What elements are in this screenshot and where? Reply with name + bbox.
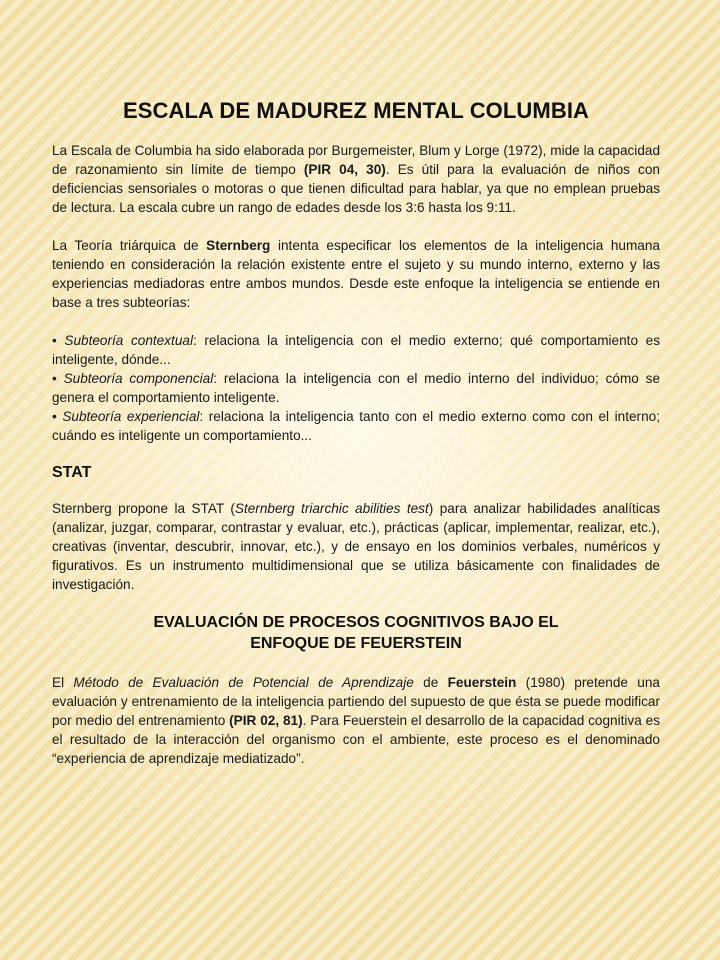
list-item — [52, 331, 660, 369]
feuerstein-paragraph — [52, 673, 660, 768]
columbia-paragraph — [52, 141, 660, 217]
subtheory-text: : relaciona la inteligencia con el medio interno del individuo; cómo se genera el comportamiento inteligente. — [52, 371, 660, 405]
method-name: Método de Evaluación de Potencial de Aprendizaje — [73, 675, 414, 690]
subtheory-text: : relaciona la inteligencia con el medio externo; qué comportamiento es inteligente, dónde... — [52, 333, 660, 367]
stat-test-name: Sternberg triarchic abilities test — [234, 501, 429, 516]
bullet: • — [52, 333, 65, 348]
sternberg-text-2: intenta especificar los elementos de la inteligencia humana teniendo en consideración la relación existente entre el sujeto y su mundo interno, externo y las experiencias mediadoras entre ambos mundos. Desde este enfoque la inteligencia se entiende en base a tres subteorías: — [52, 238, 660, 310]
feuerstein-text-2: de — [413, 675, 448, 690]
columbia-text-2: . Es útil para la evaluación de niños con deficiencias sensoriales o motoras o que tienen dificultad para hablar, ya que no emplean pruebas de lectura. La escala cubre un rango de edades desde los 3:6 hasta los 9:11. — [52, 162, 660, 215]
sternberg-text-1: La Teoría triárquica de — [52, 238, 207, 253]
subtheory-list — [52, 331, 660, 445]
stat-text-2: ) para analizar habilidades analíticas (analizar, juzgar, comparar, contrastar y evaluar, etc.), prácticas (aplicar, implementar, realizar, etc.), creativas (inventar, descubrir, innovar, etc.), y de ensayo en los dominios verbales, numéricos y figurativos. Es un instrumento multidimensional que se utiliza básicamente con finalidades de investigación. — [52, 501, 661, 592]
subtheory-text: : relaciona la inteligencia tanto con el medio externo como con el interno; cuándo es inteligente un comportamiento... — [52, 409, 660, 443]
feuerstein-name: Feuerstein — [447, 675, 517, 690]
bullet: • — [52, 371, 64, 386]
subtheory-term: Subteoría experiencial — [62, 409, 200, 424]
feuerstein-heading — [52, 612, 660, 654]
stat-paragraph — [52, 499, 660, 594]
list-item — [52, 407, 660, 445]
stat-text-1: Sternberg propone la STAT ( — [52, 501, 235, 516]
feuerstein-text-4: . Para Feuerstein el desarrollo de la capacidad cognitiva es el resultado de la interacción del organismo con el ambiente, este proceso es el denominado “experiencia de aprendizaje mediatizado”. — [52, 713, 660, 766]
sternberg-name: Sternberg — [206, 238, 271, 253]
feuerstein-reference: (PIR 02, 81) — [229, 713, 303, 728]
page-title: ESCALA DE MADUREZ MENTAL COLUMBIA — [122, 98, 590, 123]
sternberg-paragraph — [52, 236, 660, 312]
feuerstein-text-1: El — [52, 675, 74, 690]
list-item — [52, 369, 660, 407]
stat-heading: STAT — [52, 464, 92, 481]
slide-content — [52, 98, 660, 768]
feuerstein-heading-line-1: EVALUACIÓN DE PROCESOS COGNITIVOS BAJO EL — [153, 614, 559, 631]
feuerstein-text-3: (1980) pretende una evaluación y entrenamiento de la inteligencia partiendo del supuesto de que ésta se puede modificar por medio del entrenamiento — [52, 675, 660, 728]
subtheory-term: Subteoría contextual — [64, 333, 193, 348]
subtheory-term: Subteoría componencial — [63, 371, 214, 386]
columbia-reference: (PIR 04, 30) — [303, 162, 386, 177]
columbia-text-1: La Escala de Columbia ha sido elaborada por Burgemeister, Blum y Lorge (1972), mide la capacidad de razonamiento sin límite de tiempo — [52, 143, 660, 177]
bullet: • — [52, 409, 63, 424]
feuerstein-heading-line-2: ENFOQUE DE FEUERSTEIN — [250, 635, 462, 652]
